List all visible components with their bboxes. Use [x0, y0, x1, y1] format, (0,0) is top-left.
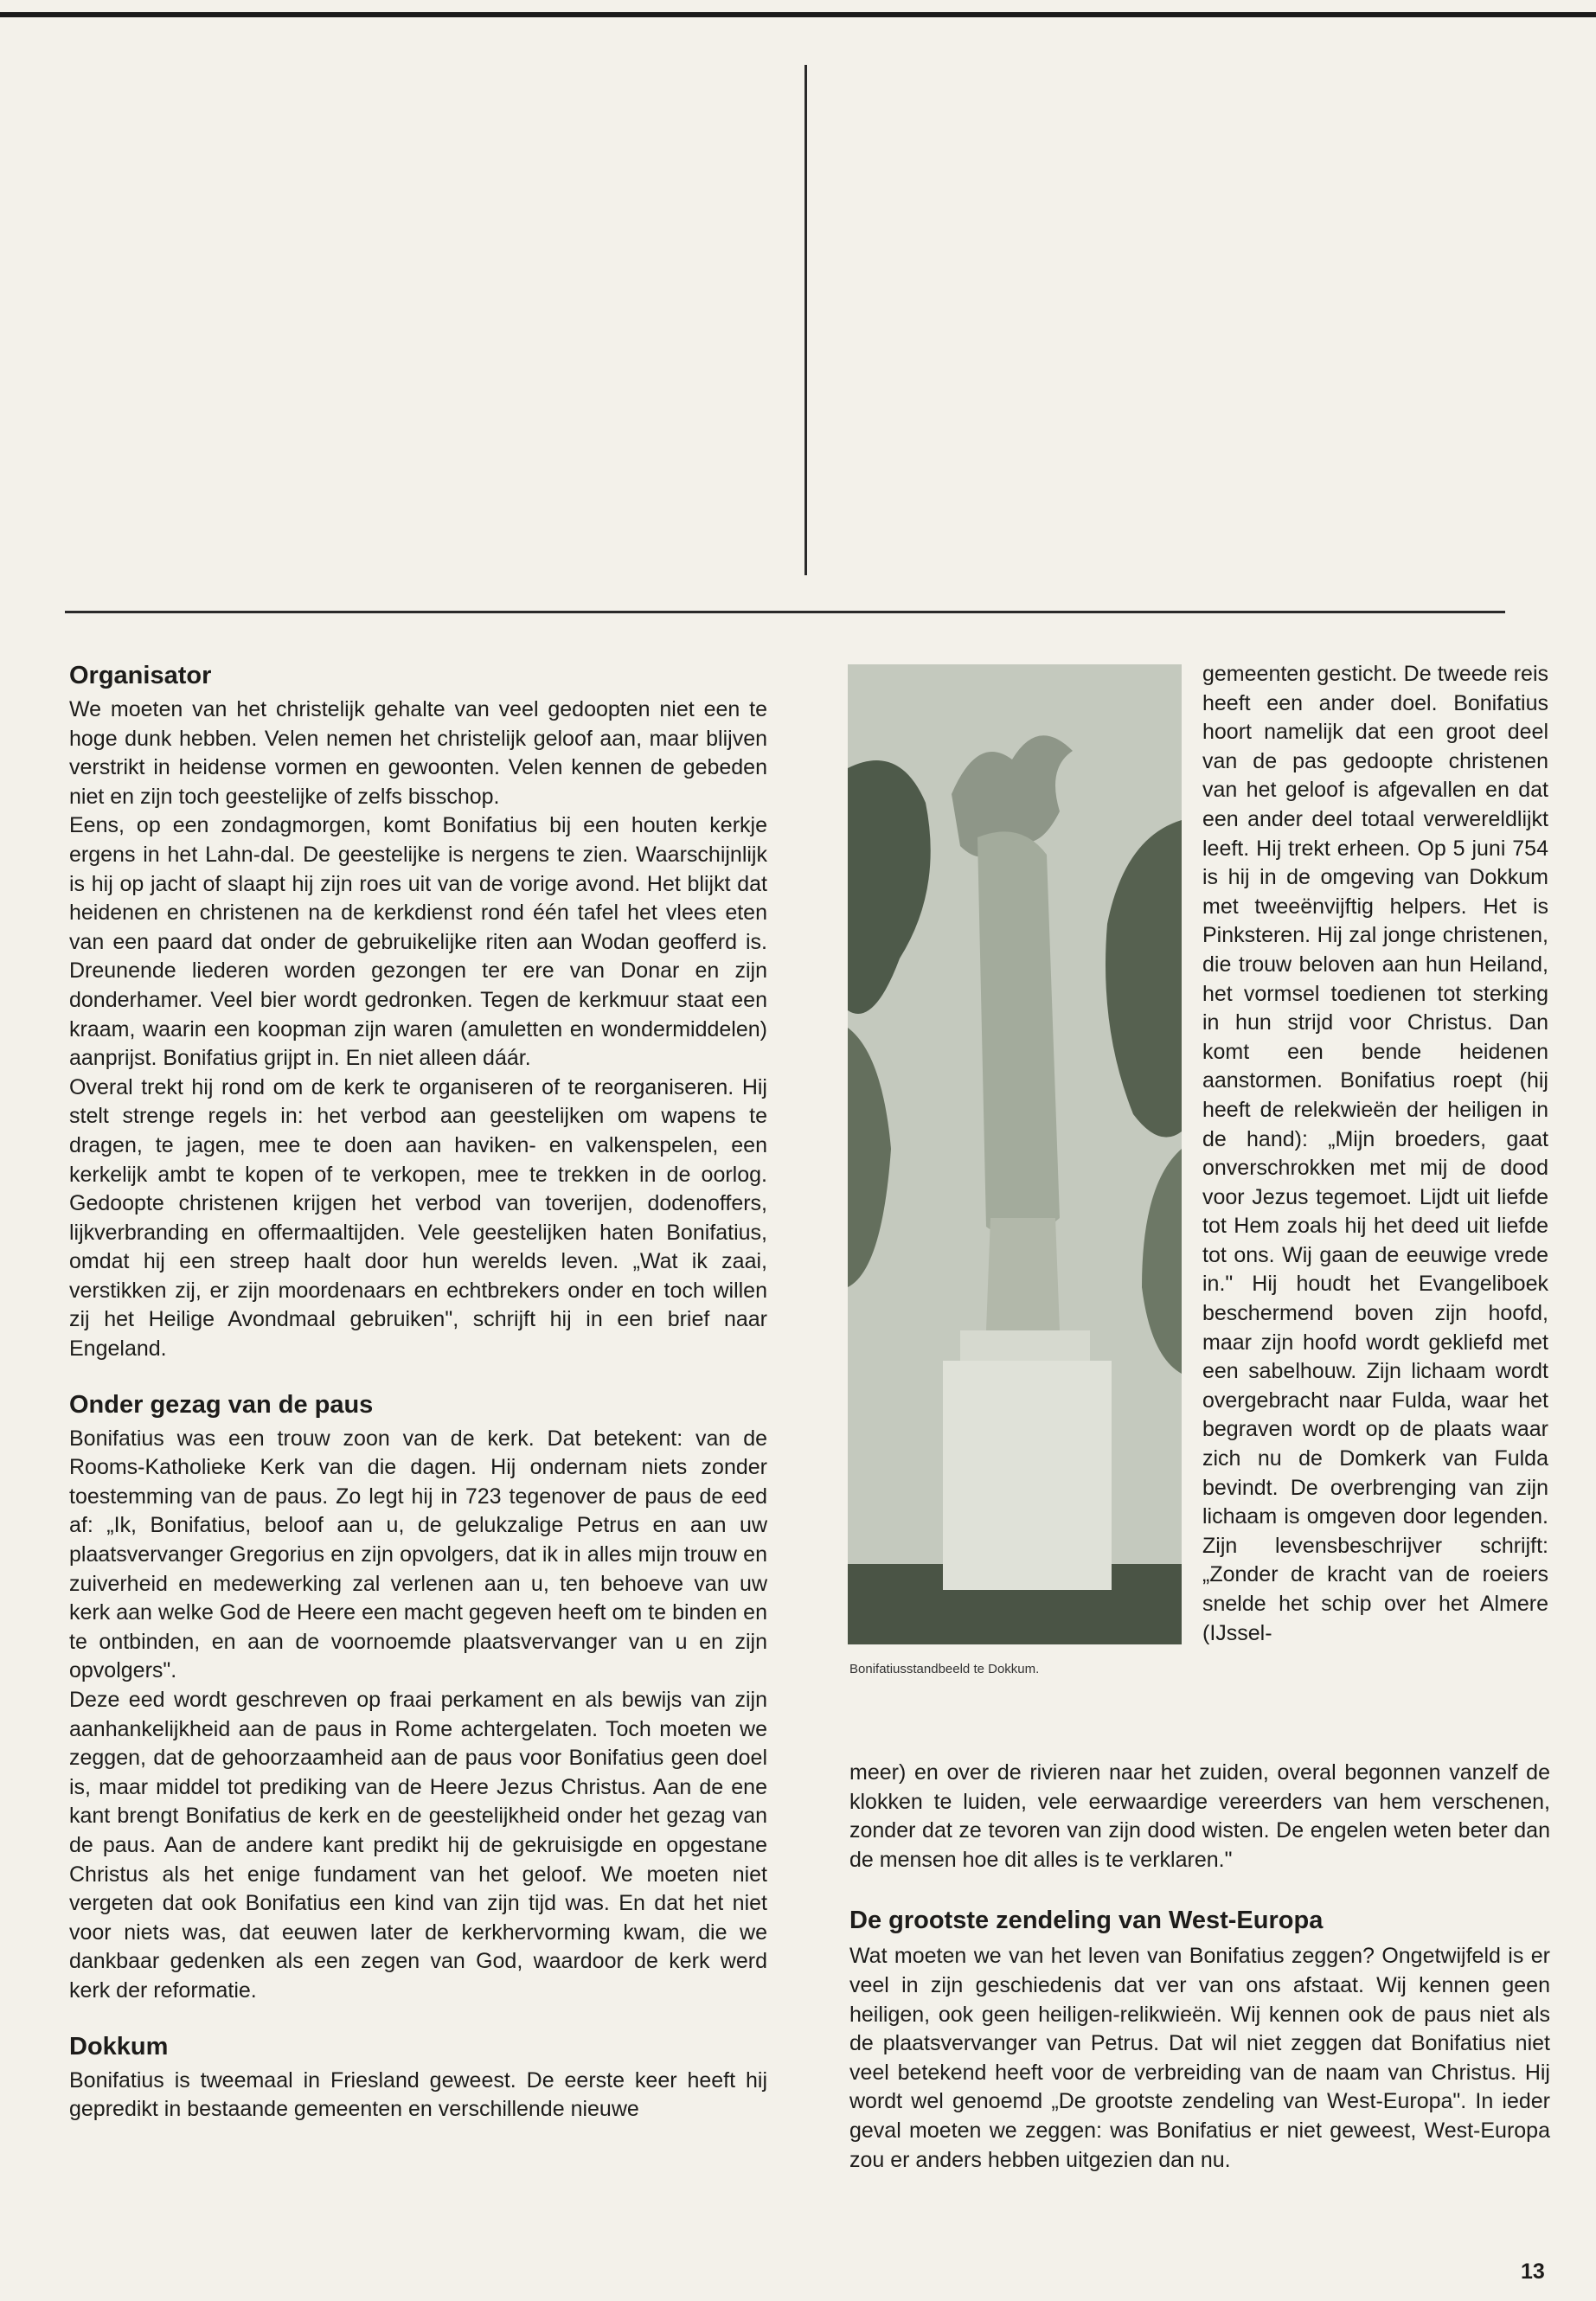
page-number: 13	[1521, 2259, 1545, 2284]
statue-photo	[848, 664, 1182, 1644]
statue-illustration	[848, 664, 1182, 1644]
paragraph: Bonifatius is tweemaal in Friesland geweest. De eerste keer heeft hij gepredikt in bestaande gemeenten en verschillende nieuwe	[69, 2067, 767, 2122]
top-border-line	[0, 12, 1596, 17]
heading-organisator: Organisator	[69, 662, 212, 689]
heading-onder-gezag: Onder gezag van de paus	[69, 1390, 374, 1419]
heading-dokkum: Dokkum	[69, 2032, 169, 2061]
paragraph: Wat moeten we van het leven van Bonifatius zeggen? Ongetwijfeld is er veel in zijn geschiedenis dat ver van ons afstaat. Wij kennen geen heiligen, ook geen heiligen-relikwieën. Wij kennen ook de paus niet als de plaatsvervanger van Petrus. Dat wil niet zeggen dat Bonifatius niet veel betekend heeft voor de verbreiding van de naam van Christus. Hij wordt wel genoemd „De grootste zendeling van West-Europa". In ieder geval moeten we zeggen: was Bonifatius er niet geweest, West-Europa zou er anders hebben uitgezien dan nu.	[849, 1944, 1550, 2172]
paragraph: Overal trekt hij rond om de kerk te organiseren of te reorganiseren. Hij stelt strenge regels in: het verbod aan geestelijken om wapens te dragen, te jagen, mee te doen aan haviken- en valkenspelen, een kerkelijk ambt te kopen of te verkopen, mee te trekken in de oorlog. Gedoopte christenen krijgen het verbod van toverijen, dodenoffers, lijkverbranding en offermaaltijden. Vele geestelijken haten Bonifatius, omdat hij een streep haalt door hun werelds leven. „Wat ik zaai, verstikken zij, er zijn moordenaars en echtbrekers onder en toch willen zij het Heilige Avondmaal gebruiken", schrijft hij in een brief naar Engeland.	[69, 1074, 767, 1362]
header-vertical-divider	[804, 65, 807, 575]
paragraph: Deze eed wordt geschreven op fraai perkament en als bewijs van zijn aanhankelijkheid aan de paus in Rome achtergelaten. Toch moeten we zeggen, dat de gehoorzaamheid aan de paus voor Bonifatius geen doel is, maar middel tot prediking van de Heere Jezus Christus. Aan de ene kant brengt Bonifatius de kerk en de geestelijkheid onder het gezag van de paus. Aan de andere kant predikt hij de gekruisigde en opgestane Christus als het enige fundament van het geloof. We moeten niet vergeten dat ook Bonifatius een kind van zijn tijd was. En dat het niet voor niets was, dat eeuwen later de kerkhervorming kwam, die we dankbaar gedenken als een zegen van God, waardoor de kerk werd kerk der reformatie.	[69, 1688, 767, 2003]
heading-grootste-zendeling: De grootste zendeling van West-Europa	[849, 1907, 1324, 1935]
paragraph: gemeenten gesticht. De tweede reis heeft een ander doel. Bonifatius hoort namelijk dat een groot deel van de pas gedoopte christenen van het geloof is afgevallen en dat een ander deel totaal verwereldlijkt leeft. Hij trekt erheen. Op 5 juni 754 is hij in de omgeving van Dokkum met tweeënvijftig helpers. Het is Pinksteren. Hij zal jonge christenen, die trouw beloven aan hun Heiland, het vormsel toedienen tot sterking in hun strijd voor Christus. Dan komt een bende heidenen aanstormen. Bonifatius roept (hij heeft de relekwieën der heiligen in de hand): „Mijn broeders, gaat onverschrokken met mij de dood voor Jezus tegemoet. Lijdt uit liefde tot Hem zoals hij het deed uit liefde tot ons. Wij gaan de eeuwige vrede in." Hij houdt het Evangeliboek beschermend boven zijn hoofd, maar zijn hoofd wordt gekliefd met een sabelhouw. Zijn lichaam wordt overgebracht naar Fulda, waar het begraven wordt op de plaats waar zich nu de Domkerk van Fulda bevindt. De overbrenging van zijn lichaam is omgeven door legenden. Zijn levensbeschrijver schrijft: „Zonder de kracht van de roeiers snelde het schip over het Almere (IJssel-	[1202, 662, 1548, 1645]
paragraph: meer) en over de rivieren naar het zuiden, overal begonnen vanzelf de klokken te luiden, vele eerwaardige vereerders van hem verschenen, zonder dat ze tevoren van zijn dood wisten. De engelen weten beter dan de mensen hoe dit alles is te verklaren."	[849, 1760, 1550, 1872]
paragraph: We moeten van het christelijk gehalte van veel gedoopten niet een te hoge dunk hebben. Velen nemen het christelijk geloof aan, maar blijven verstrikt in heidense vormen en gewoonten. Velen kennen de gebeden niet en zijn toch geestelijke of zelfs bisschop.	[69, 697, 767, 809]
header-horizontal-rule	[65, 611, 1505, 613]
paragraph: Bonifatius was een trouw zoon van de kerk. Dat betekent: van de Rooms-Katholieke Kerk van die dagen. Hij ondernam niets zonder toestemming van de paus. Zo legt hij in 723 tegenover de paus de eed af: „Ik, Bonifatius, beloof aan u, de gelukzalige Petrus en aan uw plaatsvervanger Gregorius en zijn opvolgers, dat ik in alles mijn trouw en zuiverheid en medewerking zal verlenen aan u, ten behoeve van uw kerk aan welke God de Heere een macht gegeven heeft om te binden en te ontbinden, en aan de voornoemde plaatsvervanger van u en zijn opvolgers".	[69, 1426, 767, 1683]
photo-caption: Bonifatiusstandbeeld te Dokkum.	[849, 1662, 1040, 1676]
left-column	[69, 659, 767, 2125]
paragraph: Eens, op een zondagmorgen, komt Bonifatius bij een houten kerkje ergens in het Lahn-dal. De geestelijke is nergens te zien. Waarschijnlijk is hij op jacht of slaapt hij zijn roes uit van de vorige avond. Het blijkt dat heidenen en christenen na de kerkdienst rond één tafel het vlees eten van een paard dat onder de gebruikelijke riten aan Wodan geofferd is. Dreunende liederen worden gezongen ter ere van Donar en zijn donderhamer. Veel bier wordt gedronken. Tegen de kerkmuur staat een kraam, waarin een koopman zijn waren (amuletten en wondermiddelen) aanprijst. Bonifatius grijpt in. En niet alleen dáár.	[69, 813, 767, 1071]
right-column-beside-photo	[1202, 660, 1548, 1648]
right-column-bottom	[849, 1759, 1550, 2175]
